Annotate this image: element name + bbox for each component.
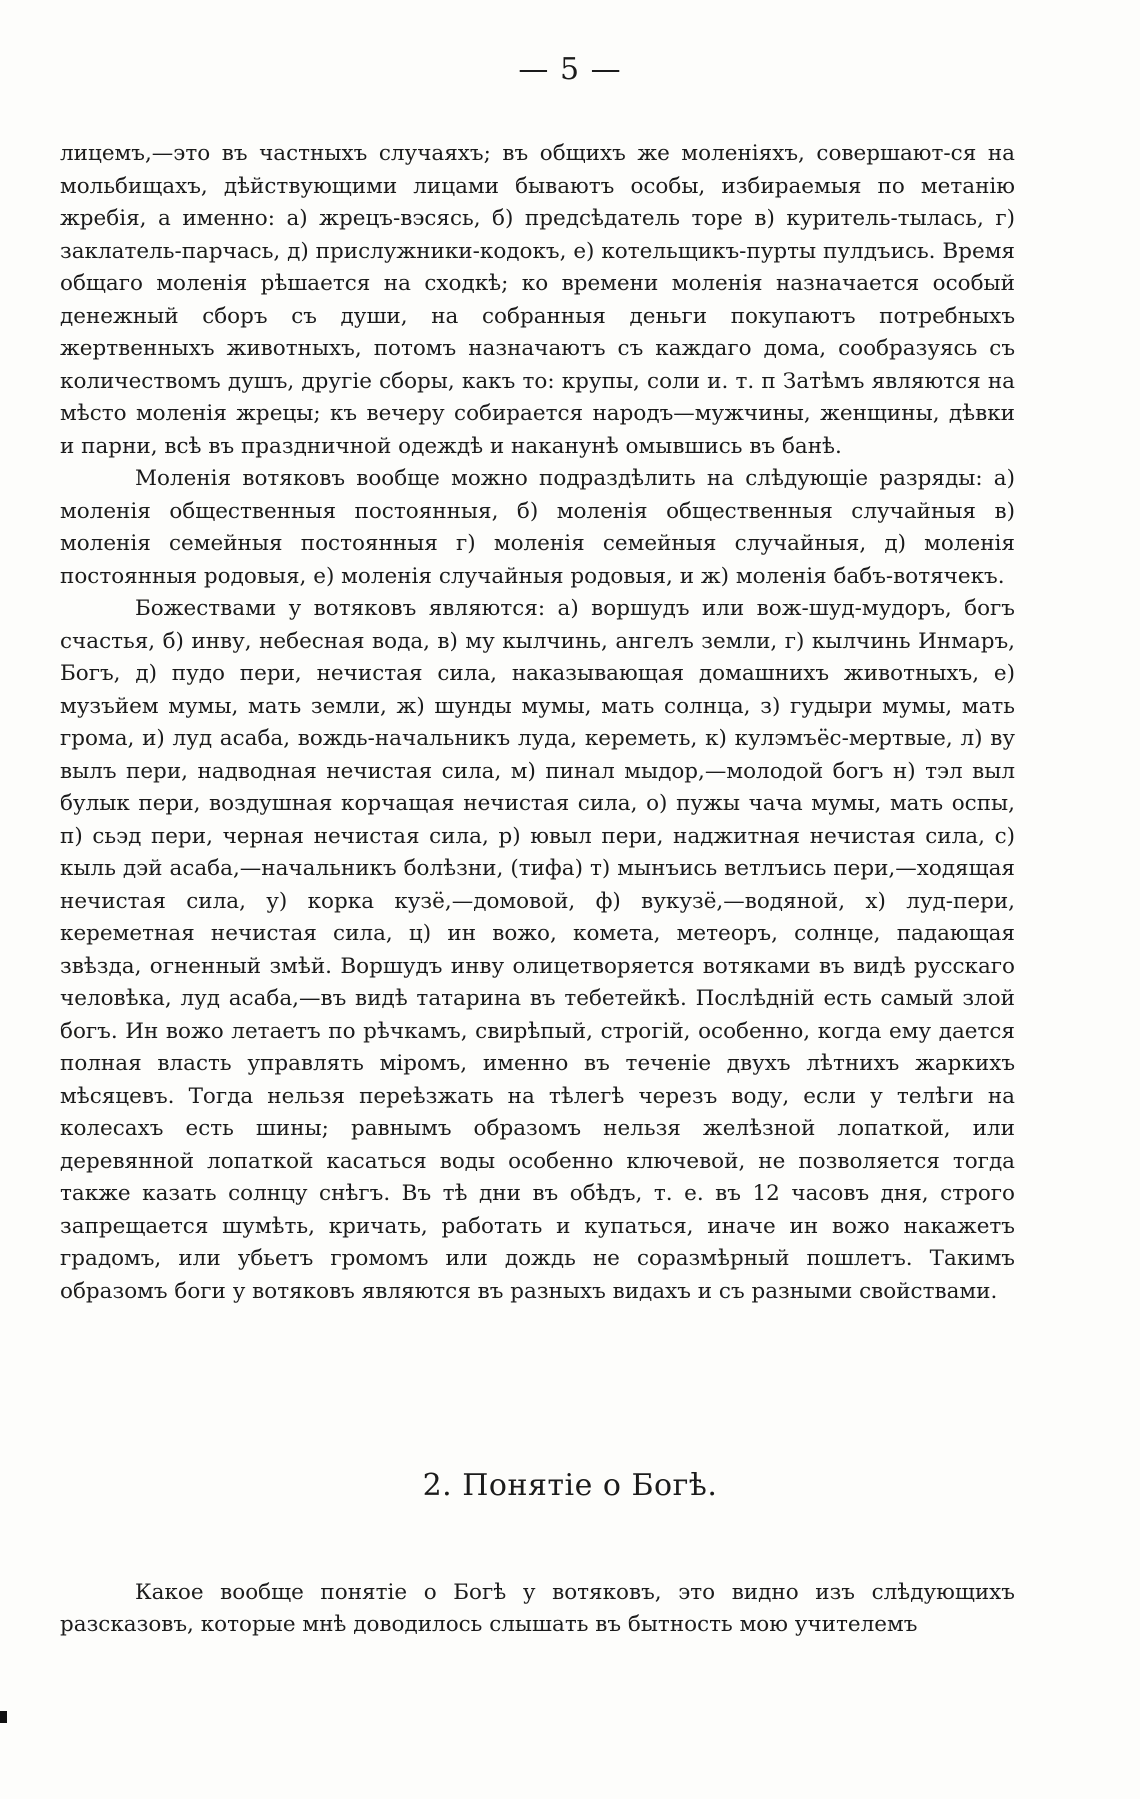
section-heading: 2. Понятіе о Богѣ. bbox=[422, 1468, 718, 1503]
page-number: — 5 — bbox=[518, 52, 622, 87]
body-paragraph-2: Моленія вотяковъ вообще можно подраздѣлить на слѣдующіе разряды: а) моленія общественныя постоянныя, б) моленія общественныя случайныя в) моленія семейныя постоянныя г) моленія семейныя случайныя, д) моленія постоянныя родовыя, е) моленія случайныя родовыя, и ж) моленія бабъ-вотячекъ. bbox=[60, 466, 1015, 589]
body-text bbox=[60, 138, 1015, 1308]
body-paragraph-1: лицемъ,—это въ частныхъ случаяхъ; въ общихъ же моленіяхъ, совершают-ся на мольбищахъ, дѣйствующими лицами бываютъ особы, избираемыя по метанію жребія, а именно: а) жрецъ-вэсясь, б) предсѣдатель торе в) куритель-тылась, г) заклатель-парчась, д) прислужники-кодокъ, е) котельщикъ-пурты пулдъись. Время общаго моленія рѣшается на сходкѣ; ко времени моленія назначается особый денежный сборъ съ души, на собранныя деньги покупаютъ потребныхъ жертвенныхъ животныхъ, потомъ назначаютъ съ каждаго дома, сообразуясь съ количествомъ душъ, другіе сборы, какъ то: крупы, соли и. т. п Затѣмъ являются на мѣсто моленія жрецы; къ вечеру собирается народъ—мужчины, женщины, дѣвки и парни, всѣ въ праздничной одеждѣ и наканунѣ омывшись въ банѣ. bbox=[60, 141, 1015, 459]
body-paragraph-3: Божествами у вотяковъ являются: а) воршудъ или вож-шуд-мудоръ, богъ счастья, б) инву, небесная вода, в) му кылчинь, ангелъ земли, г) кылчинь Инмаръ, Богъ, д) пудо пери, нечистая сила, наказывающая домашнихъ животныхъ, е) музъйем мумы, мать земли, ж) шунды мумы, мать солнца, з) гудыри мумы, мать грома, и) луд асаба, вождь-начальникъ луда, кереметь, к) кулэмъёс-мертвые, л) ву вылъ пери, надводная нечистая сила, м) пинал мыдор,—молодой богъ н) тэл выл булык пери, воздушная корчащая нечистая сила, о) пужы чача мумы, мать оспы, п) сьэд пери, черная нечистая сила, р) ювыл пери, наджитная нечистая сила, с) кыль дэй асаба,—начальникъ болѣзни, (тифа) т) мынъись ветлъись пери,—ходящая нечистая сила, у) корка кузё,—домовой, ф) вукузё,—водяной, х) луд-пери, кереметная нечистая сила, ц) ин вожо, комета, метеоръ, солнце, падающая звѣзда, огненный змѣй. Воршудъ инву олицетворяется вотяками въ видѣ русскаго человѣка, луд асаба,—въ видѣ татарина въ тебетейкѣ. Послѣдній есть самый злой богъ. Ин вожо летаетъ по рѣчкамъ, свирѣпый, строгій, особенно, когда ему дается полная власть управлять міромъ, именно въ теченіе двухъ лѣтнихъ жаркихъ мѣсяцевъ. Тогда нельзя переѣзжать на тѣлегѣ черезъ воду, если у телѣги на колесахъ есть шины; равнымъ образомъ нельзя желѣзной лопаткой, или деревянной лопаткой касаться воды особенно ключевой, не позволяется тогда также казать солнцу снѣгъ. Въ тѣ дни въ обѣдъ, т. е. въ 12 часовъ дня, строго запрещается шумѣть, кричать, работать и купаться, иначе ин вожо накажетъ градомъ, или убьетъ громомъ или дождь не соразмѣрный пошлетъ. Такимъ образомъ боги у вотяковъ являются въ разныхъ видахъ и съ разными свойствами. bbox=[60, 596, 1015, 1304]
section-paragraph: Какое вообще понятіе о Богѣ у вотяковъ, это видно изъ слѣдующихъ разсказовъ, которые мнѣ доводилось слышать въ бытность мою учителемъ bbox=[60, 1579, 1015, 1637]
scan-edge-mark bbox=[0, 1711, 7, 1723]
